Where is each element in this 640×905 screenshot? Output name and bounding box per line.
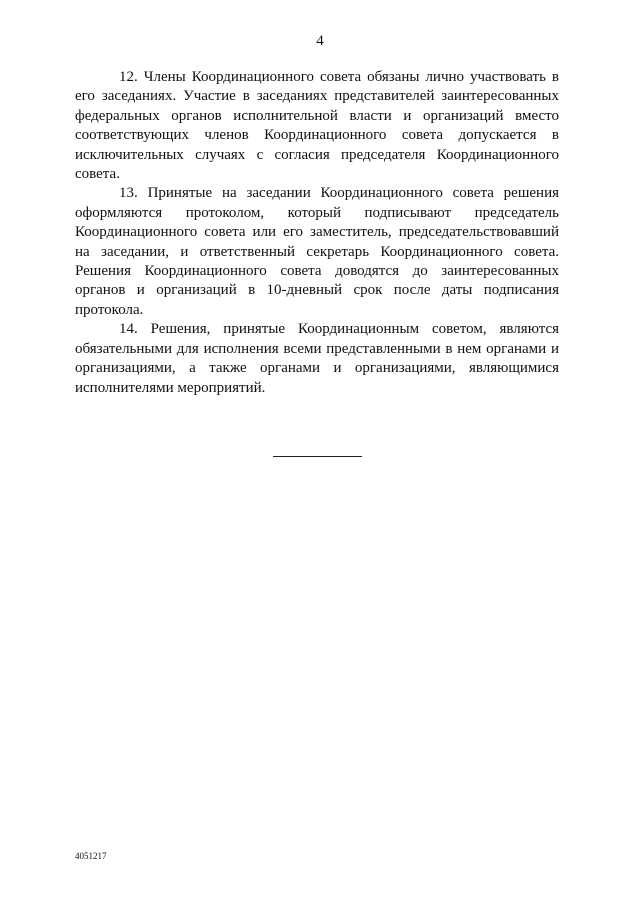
page-number: 4 [316, 33, 324, 49]
document-code: 4051217 [75, 851, 107, 861]
paragraph-14: 14. Решения, принятые Координационным советом, являются обязательными для исполнения всеми представленными в нем органами и организациями, а также органами и организациями, являющимися исполнителями мероприятий. [75, 321, 559, 396]
end-of-text-rule [273, 456, 362, 457]
document-body [75, 68, 559, 398]
paragraph-13: 13. Принятые на заседании Координационного совета решения оформляются протоколом, который подписывают председатель Координационного совета или его заместитель, председательствовавший на заседании, и ответственный секретарь Координационного совета. Решения Координационного совета доводятся до заинтересованных органов и организаций в 10-дневный срок после даты подписания протокола. [75, 185, 559, 318]
paragraph-12: 12. Члены Координационного совета обязаны лично участвовать в его заседаниях. Участие в заседаниях представителей заинтересованных федеральных органов исполнительной власти и организаций вместо соответствующих членов Координационного совета допускается в исключительных случаях с согласия председателя Координационного совета. [75, 69, 559, 183]
